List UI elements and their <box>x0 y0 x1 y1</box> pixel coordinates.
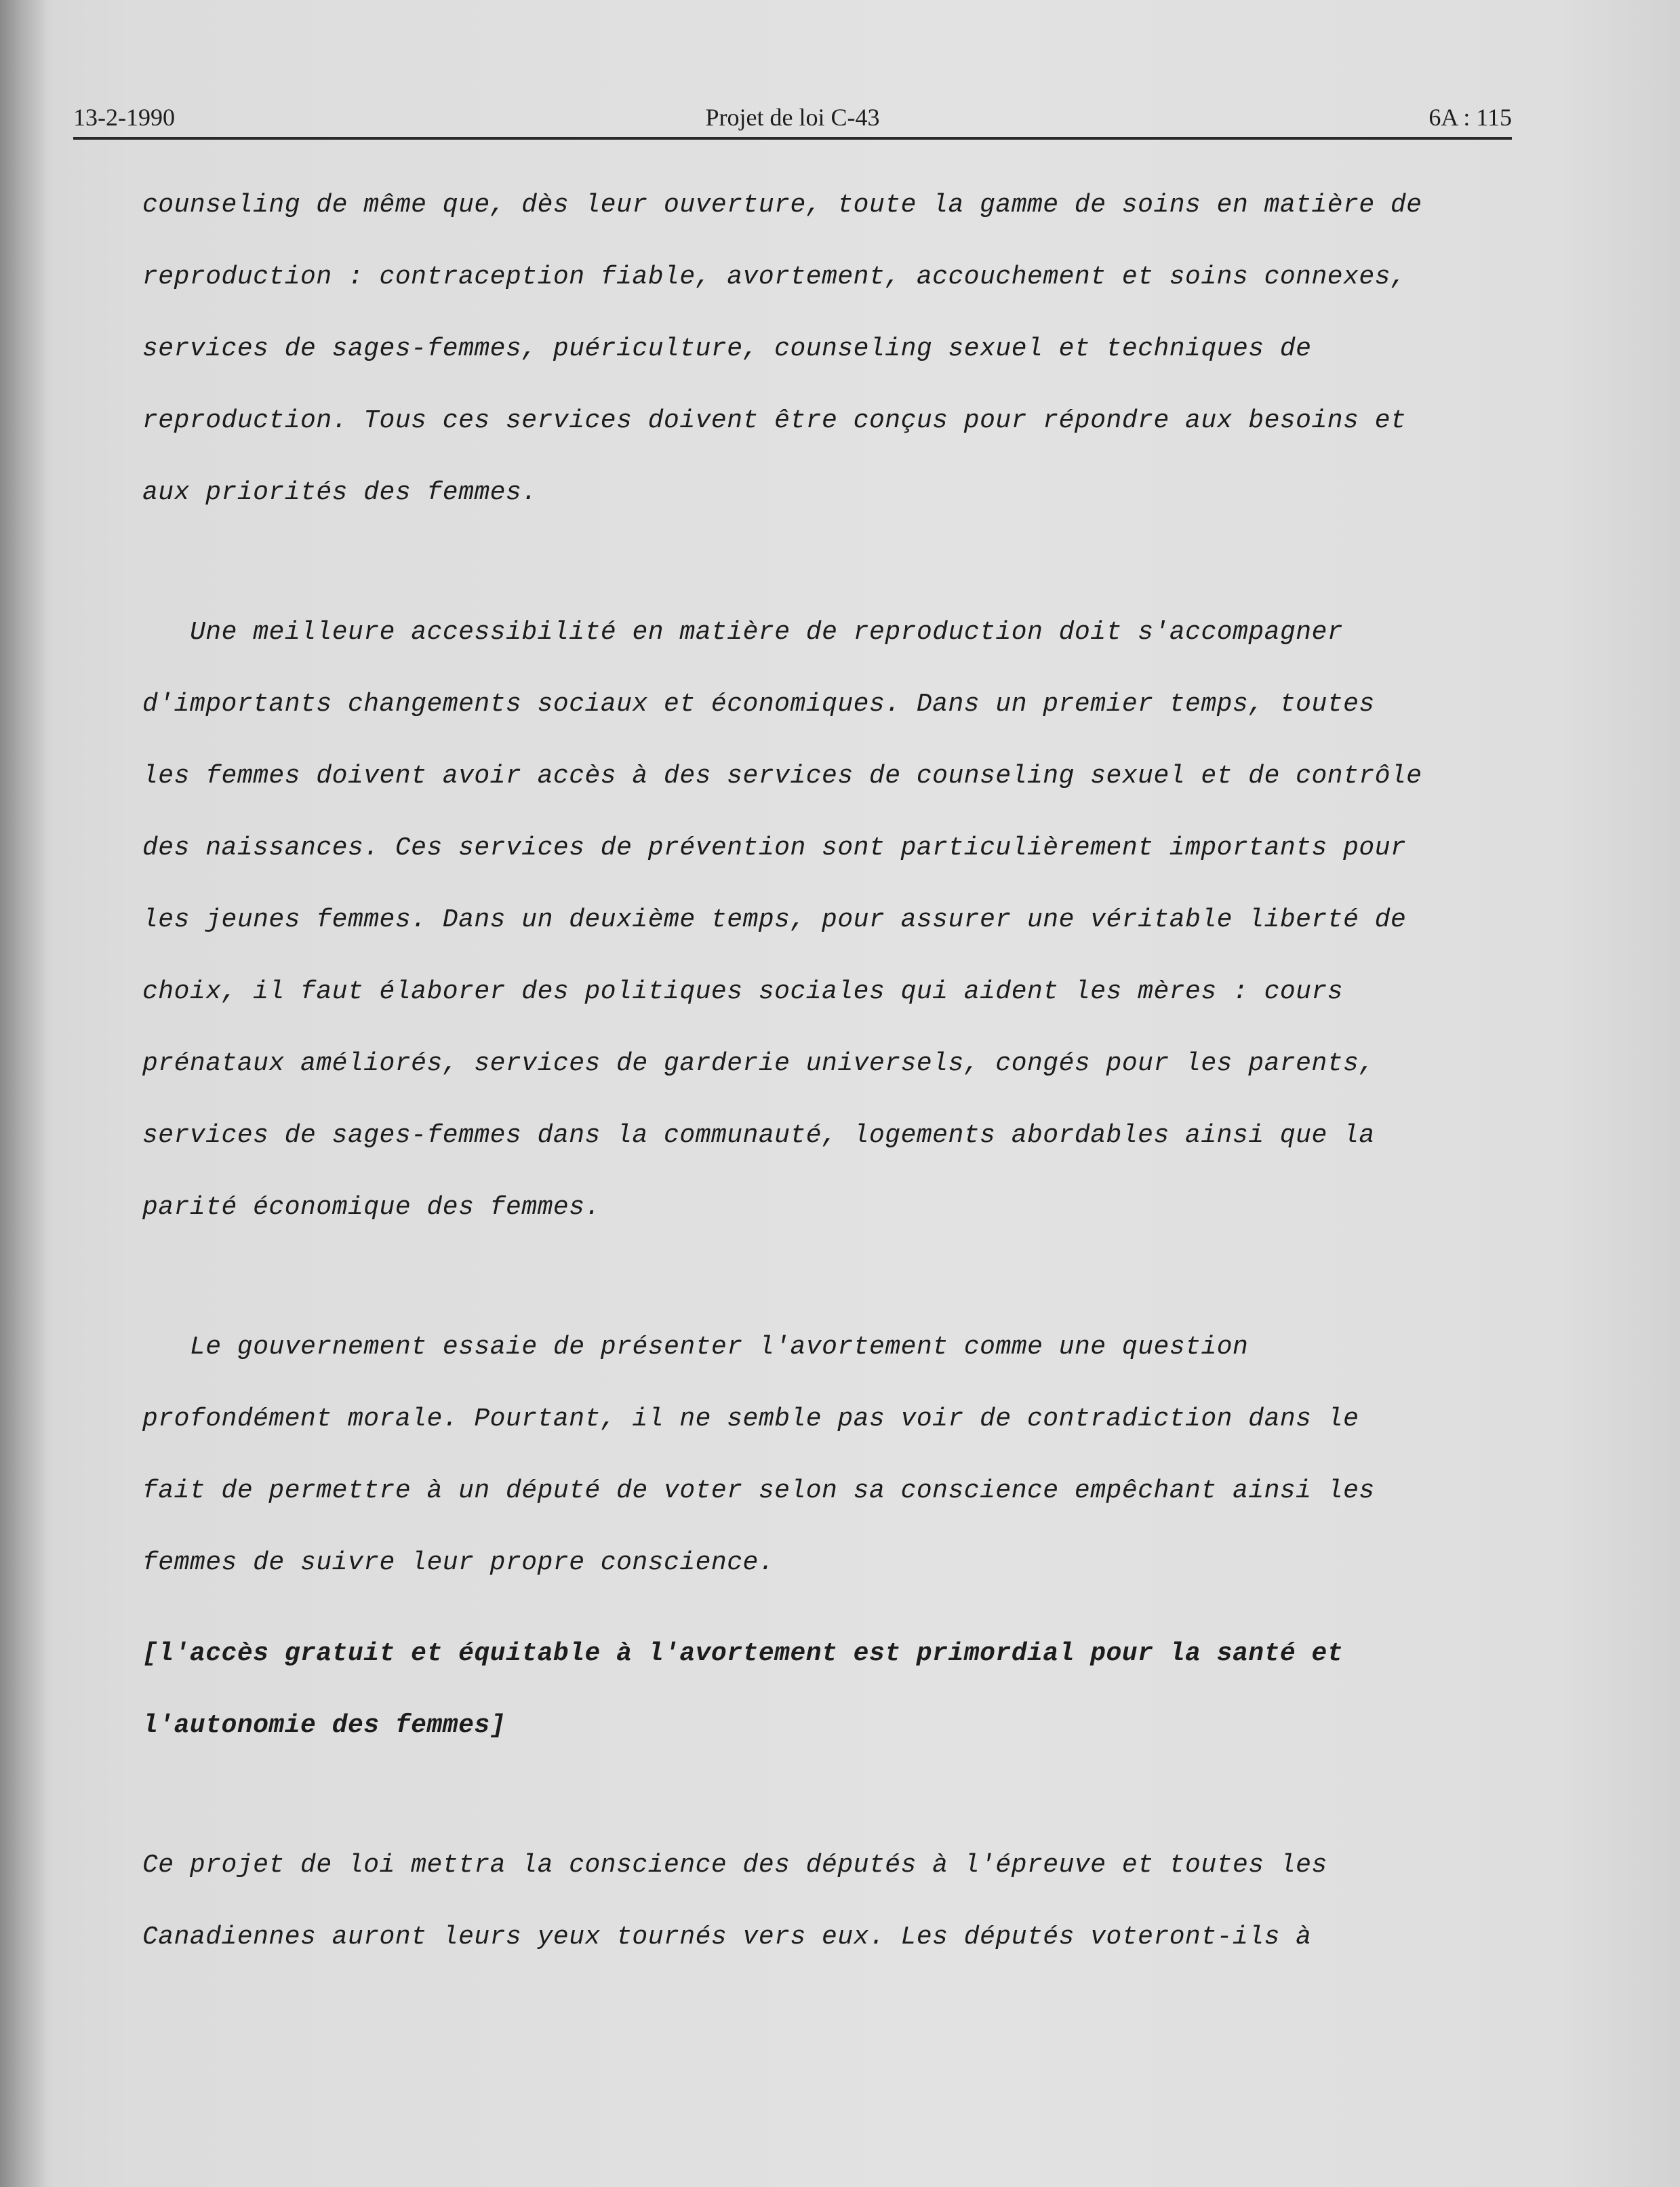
bracketed-note <box>142 1618 1444 1762</box>
text-line: d'importants changements sociaux et économiques. Dans un premier temps, toutes <box>142 690 1375 719</box>
text-line: fait de permettre à un député de voter selon sa conscience empêchant ainsi les <box>142 1476 1375 1505</box>
text-line: aux priorités des femmes. <box>142 478 538 507</box>
text-line: Canadiennes auront leurs yeux tournés vers eux. Les députés voteront-ils à <box>142 1923 1312 1952</box>
paragraph <box>142 1312 1444 1599</box>
text-line: reproduction : contraception fiable, avortement, accouchement et soins connexes, <box>142 262 1407 292</box>
text-line: Une meilleure accessibilité en matière de reproduction doit s'accompagner <box>190 618 1344 647</box>
text-line: les femmes doivent avoir accès à des services de counseling sexuel et de contrôle <box>142 762 1422 791</box>
text-line: profondément morale. Pourtant, il ne semble pas voir de contradiction dans le <box>142 1404 1359 1434</box>
text-line: des naissances. Ces services de prévention sont particulièrement importants pour <box>142 833 1407 863</box>
text-line: counseling de même que, dès leur ouverture, toute la gamme de soins en matière de <box>142 191 1422 220</box>
header-page-number: 6A : 115 <box>1428 104 1512 131</box>
text-line: parité économique des femmes. <box>142 1193 601 1222</box>
text-line: Le gouvernement essaie de présenter l'avortement comme une question <box>190 1333 1249 1362</box>
page-header <box>73 95 1512 140</box>
text-line: reproduction. Tous ces services doivent être conçus pour répondre aux besoins et <box>142 406 1407 435</box>
document-body <box>142 170 1444 1973</box>
paragraph-gap <box>142 529 1444 597</box>
text-line: services de sages-femmes, puériculture, counseling sexuel et techniques de <box>142 334 1312 363</box>
text-line: prénataux améliorés, services de garderie universels, congés pour les parents, <box>142 1049 1375 1078</box>
page-edge-shadow <box>0 0 47 2187</box>
text-line: les jeunes femmes. Dans un deuxième temps, pour assurer une véritable liberté de <box>142 905 1407 934</box>
paragraph-gap <box>142 1244 1444 1312</box>
text-line: services de sages-femmes dans la communauté, logements abordables ainsi que la <box>142 1121 1375 1150</box>
text-line: l'autonomie des femmes] <box>142 1711 506 1740</box>
text-line: [l'accès gratuit et équitable à l'avortement est primordial pour la santé et <box>142 1639 1344 1668</box>
paragraph <box>142 597 1444 1244</box>
text-line: Ce projet de loi mettra la conscience des députés à l'épreuve et toutes les <box>142 1851 1327 1880</box>
text-line: choix, il faut élaborer des politiques sociales qui aident les mères : cours <box>142 977 1344 1006</box>
header-title: Projet de loi C-43 <box>705 104 880 131</box>
header-date: 13-2-1990 <box>73 104 175 131</box>
text-line: femmes de suivre leur propre conscience. <box>142 1548 775 1577</box>
paragraph <box>142 1830 1444 1973</box>
paragraph <box>142 170 1444 529</box>
paragraph-gap <box>142 1762 1444 1830</box>
paragraph-gap <box>142 1599 1444 1618</box>
